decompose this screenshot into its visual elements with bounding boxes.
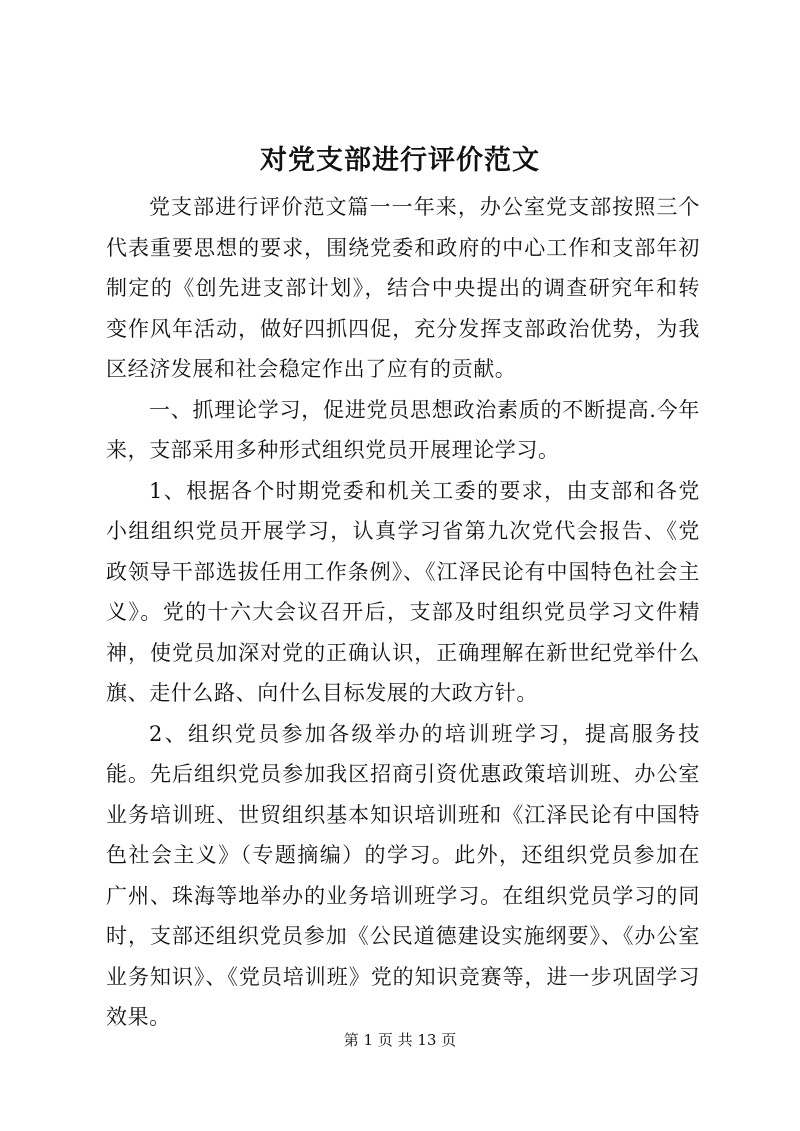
- document-title: 对党支部进行评价范文: [260, 145, 540, 176]
- paragraph-item-1: 1、根据各个时期党委和机关工委的要求，由支部和各党小组组织党员开展学习，认真学习省第九次党代会报告、《党政领导干部选拔任用工作条例》、《江泽民论有中国特色社会主义》。党的十六大会议召开后，支部及时组织党员学习文件精神，使党员加深对党的正确认识，正确理解在新世纪党举什么旗、走什么路、向什么目标发展的大政方针。: [106, 478, 700, 705]
- page-number-footer: 第 1 页 共 13 页: [343, 1031, 457, 1049]
- paragraph-intro: 党支部进行评价范文篇一一年来，办公室党支部按照三个代表重要思想的要求，围绕党委和政府的中心工作和支部年初制定的《创先进支部计划》，结合中央提出的调查研究年和转变作风年活动，做好四抓四促，充分发挥支部政治优势，为我区经济发展和社会稳定作出了应有的贡献。: [106, 195, 700, 381]
- document-body: [106, 187, 700, 1038]
- paragraph-section-1: 一、抓理论学习，促进党员思想政治素质的不断提高.今年来，支部采用多种形式组织党员开展理论学习。: [106, 397, 700, 462]
- paragraph-item-2: 2、组织党员参加各级举办的培训班学习，提高服务技能。先后组织党员参加我区招商引资优惠政策培训班、办公室业务培训班、世贸组织基本知识培训班和《江泽民论有中国特色社会主义》（专题摘编）的学习。此外，还组织党员参加在广州、珠海等地举办的业务培训班学习。在组织党员学习的同时，支部还组织党员参加《公民道德建设实施纲要》、《办公室业务知识》、《党员培训班》党的知识竞赛等，进一步巩固学习效果。: [106, 721, 700, 1029]
